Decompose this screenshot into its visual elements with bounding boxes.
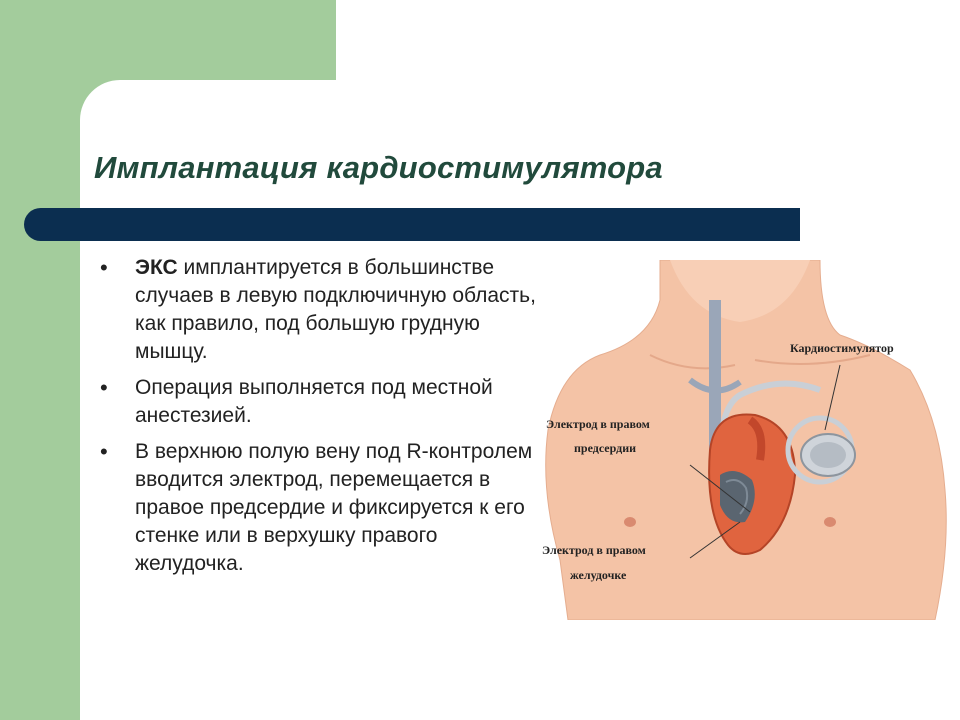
bullet-item	[100, 374, 540, 430]
label-atrium-line2: предсердии	[574, 441, 637, 455]
bullet-bold-term: ЭКС	[135, 256, 178, 279]
bullet-text: Операция выполняется под местной анестезией.	[135, 376, 493, 427]
bullet-icon: •	[100, 439, 108, 464]
slide-title: Имплантация кардиостимулятора	[94, 150, 663, 185]
title-underline-bar	[24, 208, 800, 241]
bullet-icon: •	[100, 375, 108, 400]
bullet-icon: •	[100, 255, 108, 280]
label-ventricle-line1: Электрод в правом	[542, 543, 646, 557]
bullet-text: В верхнюю полую вену под R-контролем вводится электрод, перемещается в правое предсердие и фиксируется к его стенке или в верхушку правого желудочка.	[135, 440, 533, 575]
label-ventricle-line2: желудочке	[570, 568, 627, 582]
pacemaker-anatomy-illustration	[540, 260, 960, 620]
bullet-item	[100, 438, 540, 578]
label-pacemaker: Кардиостимулятор	[790, 341, 894, 355]
bullet-text: имплантируется в большинстве случаев в левую подключичную область, как правило, под большую грудную мышцу.	[135, 256, 536, 363]
bullet-item	[100, 254, 540, 366]
bullet-list	[100, 254, 540, 586]
label-atrium-line1: Электрод в правом	[546, 417, 650, 431]
